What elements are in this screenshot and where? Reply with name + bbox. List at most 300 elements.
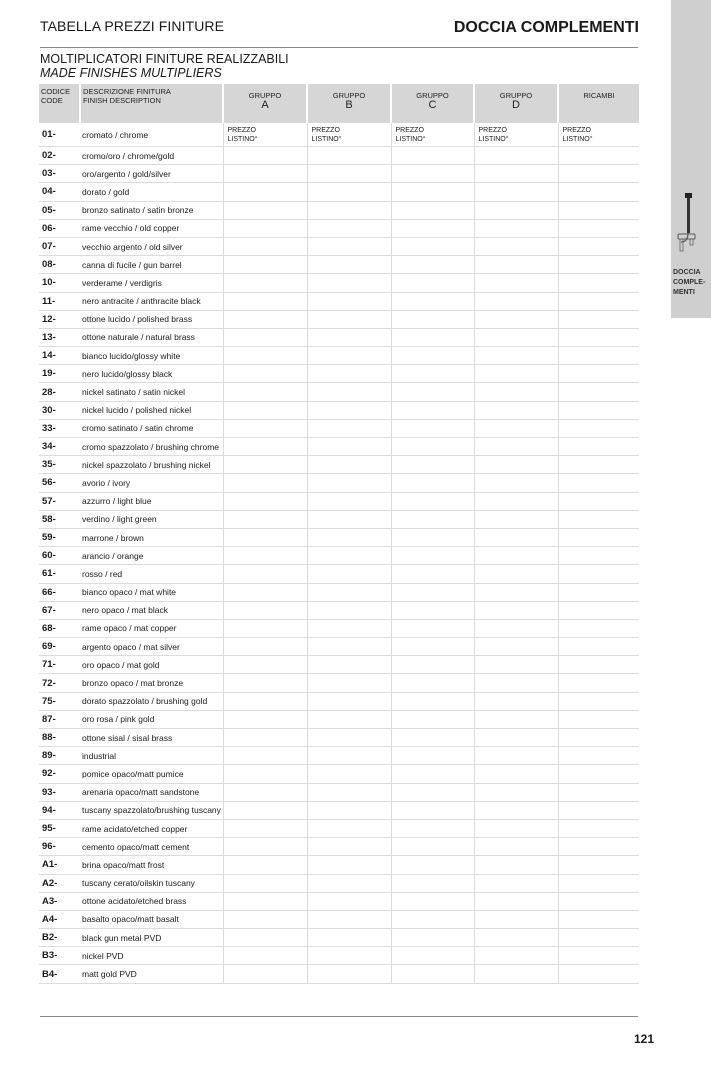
- finish-description: avorio / ivory: [80, 474, 223, 492]
- price-cell: [307, 547, 391, 565]
- table-row: [39, 547, 639, 565]
- group-label: GRUPPO: [499, 91, 533, 100]
- table-row: [39, 619, 639, 637]
- finish-code: 75-: [39, 692, 80, 710]
- price-cell: [307, 419, 391, 437]
- price-cell: [223, 729, 307, 747]
- finish-description: bronzo opaco / mat bronze: [80, 674, 223, 692]
- finish-description: bianco opaco / mat white: [80, 583, 223, 601]
- price-cell: [223, 747, 307, 765]
- price-cell: [223, 692, 307, 710]
- price-cell: [474, 492, 558, 510]
- price-cell: [558, 710, 639, 728]
- price-cell: [307, 656, 391, 674]
- price-cell: [474, 692, 558, 710]
- price-cell: [223, 219, 307, 237]
- price-cell: [223, 856, 307, 874]
- table-row: [39, 492, 639, 510]
- table-row: [39, 856, 639, 874]
- price-cell: [474, 710, 558, 728]
- price-cell: [223, 892, 307, 910]
- price-cell: [307, 583, 391, 601]
- price-cell: [558, 656, 639, 674]
- finish-code: 34-: [39, 438, 80, 456]
- finish-description: dorato / gold: [80, 183, 223, 201]
- price-cell: [391, 237, 474, 255]
- price-cell: [391, 765, 474, 783]
- price-cell: [558, 419, 639, 437]
- price-cell: [474, 256, 558, 274]
- header-divider: [40, 47, 638, 48]
- price-cell: [558, 292, 639, 310]
- finish-code: 71-: [39, 656, 80, 674]
- price-cell: [223, 328, 307, 346]
- price-cell: [307, 347, 391, 365]
- price-cell: [307, 528, 391, 546]
- section-title-en: MADE FINISHES MULTIPLIERS: [40, 66, 222, 80]
- price-cell: [474, 947, 558, 965]
- price-cell: [391, 383, 474, 401]
- finish-code: 59-: [39, 528, 80, 546]
- price-cell: [307, 456, 391, 474]
- table-row: [39, 365, 639, 383]
- price-cell: [307, 328, 391, 346]
- price-cell: [558, 892, 639, 910]
- price-list-label: LISTINO°: [478, 135, 509, 143]
- price-cell: [223, 438, 307, 456]
- finish-code: 01-: [39, 123, 80, 147]
- price-cell: [391, 747, 474, 765]
- finish-code: 04-: [39, 183, 80, 201]
- table-row: [39, 383, 639, 401]
- finish-description: verderame / verdigris: [80, 274, 223, 292]
- price-list-label: PREZZO: [311, 126, 340, 134]
- table-row: [39, 910, 639, 928]
- price-cell: [391, 692, 474, 710]
- price-cell: [223, 492, 307, 510]
- finish-description: tuscany cerato/oilskin tuscany: [80, 874, 223, 892]
- price-cell: [391, 619, 474, 637]
- finish-multipliers-table: [39, 84, 639, 984]
- price-cell: [474, 419, 558, 437]
- finish-code: 66-: [39, 583, 80, 601]
- finish-description: pomice opaco/matt pumice: [80, 765, 223, 783]
- finish-code: 13-: [39, 328, 80, 346]
- finish-code: B4-: [39, 965, 80, 983]
- finish-description: canna di fucile / gun barrel: [80, 256, 223, 274]
- price-cell: [474, 201, 558, 219]
- price-cell: [307, 565, 391, 583]
- price-cell: [474, 638, 558, 656]
- price-cell: [307, 638, 391, 656]
- price-cell: [307, 438, 391, 456]
- price-cell: [223, 601, 307, 619]
- price-cell: [391, 274, 474, 292]
- price-cell: [474, 147, 558, 165]
- table-row: [39, 583, 639, 601]
- price-cell: [307, 165, 391, 183]
- finish-code: 87-: [39, 710, 80, 728]
- finish-code: 89-: [39, 747, 80, 765]
- price-cell: [558, 347, 639, 365]
- finish-description: cromo spazzolato / brushing chrome: [80, 438, 223, 456]
- table-row: [39, 947, 639, 965]
- price-cell: [558, 183, 639, 201]
- price-cell: [223, 674, 307, 692]
- price-cell: [558, 492, 639, 510]
- table-row: [39, 274, 639, 292]
- table-row: [39, 201, 639, 219]
- price-cell: [558, 583, 639, 601]
- table-row: [39, 510, 639, 528]
- finish-description: argento opaco / mat silver: [80, 638, 223, 656]
- col-header-group-a: [223, 84, 307, 123]
- price-cell: [223, 765, 307, 783]
- price-cell: [558, 510, 639, 528]
- finish-code: 61-: [39, 565, 80, 583]
- price-cell: [474, 183, 558, 201]
- table-row: [39, 147, 639, 165]
- table-row: [39, 565, 639, 583]
- price-cell: [558, 123, 639, 147]
- price-cell: [223, 201, 307, 219]
- finish-code: 68-: [39, 619, 80, 637]
- price-cell: [558, 965, 639, 983]
- price-cell: [558, 401, 639, 419]
- finish-description: basalto opaco/matt basalt: [80, 910, 223, 928]
- finish-code: 02-: [39, 147, 80, 165]
- finish-code: A2-: [39, 874, 80, 892]
- price-cell: [307, 729, 391, 747]
- footer-divider: [40, 1016, 638, 1017]
- price-cell: [391, 201, 474, 219]
- table-row: [39, 783, 639, 801]
- price-cell: [307, 601, 391, 619]
- finish-code: 60-: [39, 547, 80, 565]
- finish-code: A1-: [39, 856, 80, 874]
- price-cell: [474, 819, 558, 837]
- finish-description: nero antracite / anthracite black: [80, 292, 223, 310]
- hand-shower-icon: [676, 190, 706, 260]
- table-row: [39, 674, 639, 692]
- finish-code: 67-: [39, 601, 80, 619]
- price-cell: [223, 510, 307, 528]
- price-cell: [391, 583, 474, 601]
- finish-code: 58-: [39, 510, 80, 528]
- price-cell: [558, 674, 639, 692]
- price-cell: [223, 292, 307, 310]
- price-cell: [391, 147, 474, 165]
- price-cell: [474, 619, 558, 637]
- price-cell: [474, 565, 558, 583]
- finish-description: bronzo satinato / satin bronze: [80, 201, 223, 219]
- price-cell: [307, 674, 391, 692]
- price-cell: [391, 565, 474, 583]
- price-cell: [474, 456, 558, 474]
- finish-description: nickel PVD: [80, 947, 223, 965]
- price-cell: [558, 947, 639, 965]
- group-label: GRUPPO: [248, 91, 282, 100]
- table-row: [39, 256, 639, 274]
- finish-code: B2-: [39, 929, 80, 947]
- price-cell: [307, 292, 391, 310]
- table-row: [39, 237, 639, 255]
- price-cell: [558, 328, 639, 346]
- finish-code: 14-: [39, 347, 80, 365]
- table-row: [39, 874, 639, 892]
- finish-description: brina opaco/matt frost: [80, 856, 223, 874]
- price-cell: [558, 874, 639, 892]
- price-cell: [558, 474, 639, 492]
- price-cell: [307, 401, 391, 419]
- price-cell: [558, 819, 639, 837]
- table-row: [39, 965, 639, 983]
- price-list-label: PREZZO: [227, 126, 256, 134]
- price-cell: [474, 656, 558, 674]
- price-cell: [223, 456, 307, 474]
- price-cell: [391, 365, 474, 383]
- price-cell: [223, 710, 307, 728]
- sidebar-label-line1: DOCCIA: [673, 269, 701, 276]
- finish-description: oro rosa / pink gold: [80, 710, 223, 728]
- price-cell: [474, 729, 558, 747]
- table-row: [39, 692, 639, 710]
- finish-description: rosso / red: [80, 565, 223, 583]
- price-cell: [474, 401, 558, 419]
- finish-description: cromo satinato / satin chrome: [80, 419, 223, 437]
- finish-description: bianco lucido/glossy white: [80, 347, 223, 365]
- finish-code: A4-: [39, 910, 80, 928]
- finish-description: arenaria opaco/matt sandstone: [80, 783, 223, 801]
- col-header-group-b: [307, 84, 391, 123]
- finish-code: 05-: [39, 201, 80, 219]
- price-cell: [474, 583, 558, 601]
- finish-code: 03-: [39, 165, 80, 183]
- table-row: [39, 528, 639, 546]
- price-cell: [558, 929, 639, 947]
- price-cell: [391, 638, 474, 656]
- finish-code: 33-: [39, 419, 80, 437]
- price-cell: [474, 765, 558, 783]
- section-title-it: MOLTIPLICATORI FINITURE REALIZZABILI: [40, 52, 289, 66]
- table-row: [39, 601, 639, 619]
- price-cell: [391, 347, 474, 365]
- price-cell: [223, 801, 307, 819]
- price-cell: [558, 237, 639, 255]
- table-row: [39, 474, 639, 492]
- price-cell: [391, 256, 474, 274]
- price-cell: [307, 365, 391, 383]
- finish-code: 57-: [39, 492, 80, 510]
- group-letter: B: [345, 99, 353, 111]
- finish-description: cemento opaco/matt cement: [80, 838, 223, 856]
- price-cell: [307, 892, 391, 910]
- finish-description: black gun metal PVD: [80, 929, 223, 947]
- price-cell: [474, 674, 558, 692]
- finish-code: 06-: [39, 219, 80, 237]
- price-cell: [223, 147, 307, 165]
- table-row: [39, 710, 639, 728]
- table-row: [39, 729, 639, 747]
- price-cell: [391, 656, 474, 674]
- price-cell: [391, 492, 474, 510]
- price-cell: [558, 383, 639, 401]
- price-cell: [223, 819, 307, 837]
- finish-code: 56-: [39, 474, 80, 492]
- price-cell: [391, 310, 474, 328]
- finish-code: 19-: [39, 365, 80, 383]
- page-number: 121: [633, 1032, 654, 1046]
- price-cell: [474, 892, 558, 910]
- price-cell: [391, 856, 474, 874]
- price-cell: [307, 819, 391, 837]
- price-cell: [474, 328, 558, 346]
- finish-code: 88-: [39, 729, 80, 747]
- price-cell: [307, 383, 391, 401]
- price-cell: [307, 274, 391, 292]
- price-cell: [391, 165, 474, 183]
- finish-code: 69-: [39, 638, 80, 656]
- price-cell: [391, 729, 474, 747]
- price-cell: [223, 565, 307, 583]
- price-cell: [558, 165, 639, 183]
- table-header-row: [39, 84, 639, 123]
- price-cell: [307, 910, 391, 928]
- price-cell: [558, 638, 639, 656]
- finish-code: 72-: [39, 674, 80, 692]
- finish-description: nickel satinato / satin nickel: [80, 383, 223, 401]
- price-cell: [223, 347, 307, 365]
- price-cell: [223, 874, 307, 892]
- price-cell: [391, 456, 474, 474]
- table-row: [39, 747, 639, 765]
- table-row: [39, 765, 639, 783]
- price-cell: [391, 892, 474, 910]
- finish-code: 94-: [39, 801, 80, 819]
- price-cell: [558, 219, 639, 237]
- price-cell: [558, 528, 639, 546]
- col-desc-label-en: FINISH DESCRIPTION: [83, 96, 161, 105]
- finish-description: rame opaco / mat copper: [80, 619, 223, 637]
- price-cell: [223, 419, 307, 437]
- header-left-title: TABELLA PREZZI FINITURE: [40, 18, 225, 34]
- finish-code: 08-: [39, 256, 80, 274]
- finish-description: ottone acidato/etched brass: [80, 892, 223, 910]
- finish-description: nickel lucido / polished nickel: [80, 401, 223, 419]
- price-cell: [558, 565, 639, 583]
- col-header-group-d: [474, 84, 558, 123]
- finish-description: verdino / light green: [80, 510, 223, 528]
- price-cell: [223, 656, 307, 674]
- price-cell: [391, 547, 474, 565]
- price-cell: [307, 929, 391, 947]
- price-cell: [307, 219, 391, 237]
- finish-code: 12-: [39, 310, 80, 328]
- price-list-label: PREZZO: [395, 126, 424, 134]
- price-cell: [391, 328, 474, 346]
- price-cell: [391, 801, 474, 819]
- table-row: [39, 819, 639, 837]
- price-cell: [223, 237, 307, 255]
- price-cell: [307, 256, 391, 274]
- sidebar-label-line2: COMPLE-: [673, 279, 706, 286]
- price-cell: [307, 183, 391, 201]
- price-cell: [391, 947, 474, 965]
- price-cell: [474, 965, 558, 983]
- finish-code: 95-: [39, 819, 80, 837]
- price-cell: [223, 165, 307, 183]
- table-row: [39, 838, 639, 856]
- price-cell: [223, 929, 307, 947]
- price-cell: [474, 783, 558, 801]
- price-cell: [307, 801, 391, 819]
- price-cell: [391, 819, 474, 837]
- price-cell: [474, 547, 558, 565]
- price-cell: [391, 601, 474, 619]
- price-cell: [558, 838, 639, 856]
- price-cell: [474, 292, 558, 310]
- price-cell: [558, 547, 639, 565]
- table-row: [39, 219, 639, 237]
- finish-description: oro/argento / gold/silver: [80, 165, 223, 183]
- table-row: [39, 929, 639, 947]
- price-cell: [558, 765, 639, 783]
- finish-code: 35-: [39, 456, 80, 474]
- table-row: [39, 123, 639, 147]
- price-cell: [391, 183, 474, 201]
- price-cell: [223, 256, 307, 274]
- price-list-label: LISTINO°: [311, 135, 342, 143]
- price-cell: [307, 838, 391, 856]
- table-row: [39, 347, 639, 365]
- finish-description: azzurro / light blue: [80, 492, 223, 510]
- table-row: [39, 656, 639, 674]
- group-label: GRUPPO: [416, 91, 449, 100]
- price-cell: [474, 274, 558, 292]
- price-cell: [307, 619, 391, 637]
- finish-description: ottone sisal / sisal brass: [80, 729, 223, 747]
- group-letter: C: [428, 99, 437, 111]
- price-cell: [474, 347, 558, 365]
- price-cell: [223, 838, 307, 856]
- price-cell: [474, 383, 558, 401]
- price-cell: [391, 929, 474, 947]
- col-code-label-it: CODICE: [41, 87, 71, 96]
- table-row: [39, 419, 639, 437]
- price-cell: [558, 201, 639, 219]
- price-cell: [307, 874, 391, 892]
- finish-description: cromo/oro / chrome/gold: [80, 147, 223, 165]
- group-letter: D: [512, 99, 520, 111]
- price-cell: [307, 747, 391, 765]
- price-cell: [223, 583, 307, 601]
- price-cell: [474, 438, 558, 456]
- price-cell: [307, 201, 391, 219]
- price-cell: [223, 783, 307, 801]
- price-cell: [223, 965, 307, 983]
- price-cell: [558, 256, 639, 274]
- price-cell: [307, 947, 391, 965]
- header-right-title: DOCCIA COMPLEMENTI: [453, 19, 639, 36]
- price-cell: [391, 838, 474, 856]
- finish-description: oro opaco / mat gold: [80, 656, 223, 674]
- finish-code: 28-: [39, 383, 80, 401]
- price-cell: [223, 547, 307, 565]
- price-cell: [558, 801, 639, 819]
- finish-description: dorato spazzolato / brushing gold: [80, 692, 223, 710]
- price-cell: [391, 674, 474, 692]
- table-row: [39, 892, 639, 910]
